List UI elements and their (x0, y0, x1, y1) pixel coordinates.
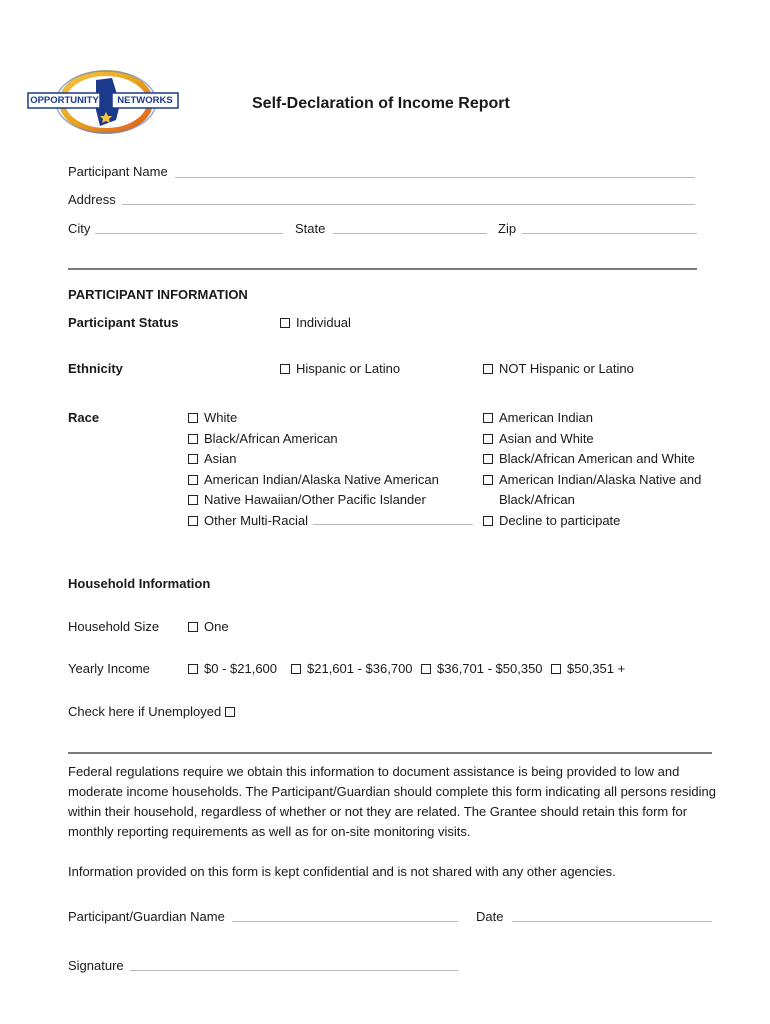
checkbox[interactable] (188, 622, 198, 632)
option-label: White (204, 410, 238, 425)
guardian-name-label: Participant/Guardian Name (68, 909, 225, 924)
notice-paragraph-2: Information provided on this form is kept confidential and is not shared with any other agencies. (68, 864, 616, 879)
race-label: Race (68, 410, 100, 425)
checkbox[interactable] (280, 364, 290, 374)
household-heading: Household Information (68, 576, 211, 591)
unemployed-option[interactable] (68, 704, 241, 720)
option-label: Black/African (499, 492, 575, 508)
notice-paragraph-1: Federal regulations require we obtain this information to document assistance is being provided to low and moderate income households. The Participant/Guardian should complete this form indicating all persons residing within their household, regardless of whether or not they are related. The Grantee should retain this form for monthly reporting requirements as well as for on-site monitoring visits. (68, 764, 716, 839)
race-option-white[interactable] (188, 410, 439, 431)
option-label: $0 - $21,600 (204, 661, 278, 676)
option-label: Asian and White (499, 430, 594, 446)
race-option-american-indian-black[interactable] (483, 472, 701, 493)
city-label: City (68, 221, 91, 236)
address-label: Address (68, 192, 116, 207)
state-label: State (295, 221, 326, 236)
household-size-label: Household Size (68, 619, 160, 634)
checkbox[interactable] (483, 413, 493, 423)
option-label: Native Hawaiian/Other Pacific Islander (204, 492, 426, 508)
ethnicity-option-not-hispanic[interactable] (483, 361, 634, 377)
section-divider-top (68, 268, 697, 270)
date-label: Date (476, 909, 504, 924)
status-option-individual[interactable] (280, 315, 351, 331)
checkbox[interactable] (188, 434, 198, 444)
option-label: Decline to participate (499, 512, 621, 528)
race-column-2 (483, 410, 701, 534)
guardian-name-field[interactable] (232, 921, 458, 922)
checkbox[interactable] (280, 318, 290, 328)
participant-info-heading: PARTICIPANT INFORMATION (68, 287, 248, 302)
checkbox[interactable] (421, 664, 431, 674)
city-field[interactable] (95, 233, 283, 234)
logo (26, 70, 180, 134)
participant-name-field[interactable] (175, 177, 695, 178)
ethnicity-label: Ethnicity (68, 361, 123, 376)
zip-label: Zip (498, 221, 517, 236)
option-label: Individual (296, 315, 351, 330)
race-option-american-indian[interactable] (483, 410, 701, 431)
option-label: American Indian (499, 410, 593, 425)
race-option-asian[interactable] (188, 451, 439, 472)
checkbox[interactable] (188, 475, 198, 485)
state-field[interactable] (333, 233, 487, 234)
date-field[interactable] (512, 921, 712, 922)
address-field[interactable] (122, 204, 695, 205)
checkbox[interactable] (551, 664, 561, 674)
income-option-4[interactable] (551, 661, 625, 677)
option-label: $21,601 - $36,700 (307, 661, 413, 676)
race-option-decline[interactable] (483, 513, 701, 534)
checkbox[interactable] (188, 495, 198, 505)
option-label: Other Multi-Racial (204, 512, 309, 528)
unemployed-label: Check here if Unemployed (68, 704, 222, 719)
income-option-2[interactable] (291, 661, 413, 677)
option-label: One (204, 619, 229, 634)
ethnicity-option-hispanic[interactable] (280, 361, 400, 377)
signature-field[interactable] (130, 970, 458, 971)
signature-label: Signature (68, 958, 124, 973)
checkbox[interactable] (225, 707, 235, 717)
option-label: NOT Hispanic or Latino (499, 361, 634, 376)
race-option-continuation (483, 492, 701, 513)
option-label: American Indian/Alaska Native American (204, 471, 439, 487)
race-column-1 (188, 410, 439, 534)
option-label: Asian (204, 451, 237, 467)
checkbox[interactable] (291, 664, 301, 674)
household-size-option-one[interactable] (188, 619, 229, 635)
yearly-income-label: Yearly Income (68, 661, 150, 676)
page-title: Self-Declaration of Income Report (252, 95, 510, 112)
income-option-3[interactable] (421, 661, 543, 677)
race-option-asian-white[interactable] (483, 431, 701, 452)
option-label: Hispanic or Latino (296, 361, 401, 376)
race-option-native-hawaiian[interactable] (188, 492, 439, 513)
checkbox[interactable] (188, 454, 198, 464)
race-option-black-white[interactable] (483, 451, 701, 472)
checkbox[interactable] (483, 454, 493, 464)
checkbox[interactable] (483, 516, 493, 526)
checkbox[interactable] (188, 516, 198, 526)
checkbox[interactable] (188, 413, 198, 423)
race-option-american-indian-alaska[interactable] (188, 472, 439, 493)
section-divider-bottom (68, 752, 712, 754)
logo-word-right: NETWORKS (117, 95, 173, 106)
option-label: American Indian/Alaska Native and (499, 471, 702, 487)
other-multi-racial-field[interactable] (313, 524, 473, 525)
checkbox[interactable] (483, 475, 493, 485)
race-option-black[interactable] (188, 431, 439, 452)
participant-status-label: Participant Status (68, 315, 179, 330)
participant-name-label: Participant Name (68, 164, 168, 179)
option-label: Black/African American and White (499, 451, 695, 467)
option-label: Black/African American (204, 430, 338, 446)
checkbox[interactable] (483, 364, 493, 374)
checkbox[interactable] (483, 434, 493, 444)
zip-field[interactable] (522, 233, 697, 234)
option-label: $36,701 - $50,350 (437, 661, 543, 676)
income-option-1[interactable] (188, 661, 277, 677)
option-label: $50,351 + (567, 661, 626, 676)
logo-word-left: OPPORTUNITY (30, 95, 99, 106)
checkbox[interactable] (188, 664, 198, 674)
